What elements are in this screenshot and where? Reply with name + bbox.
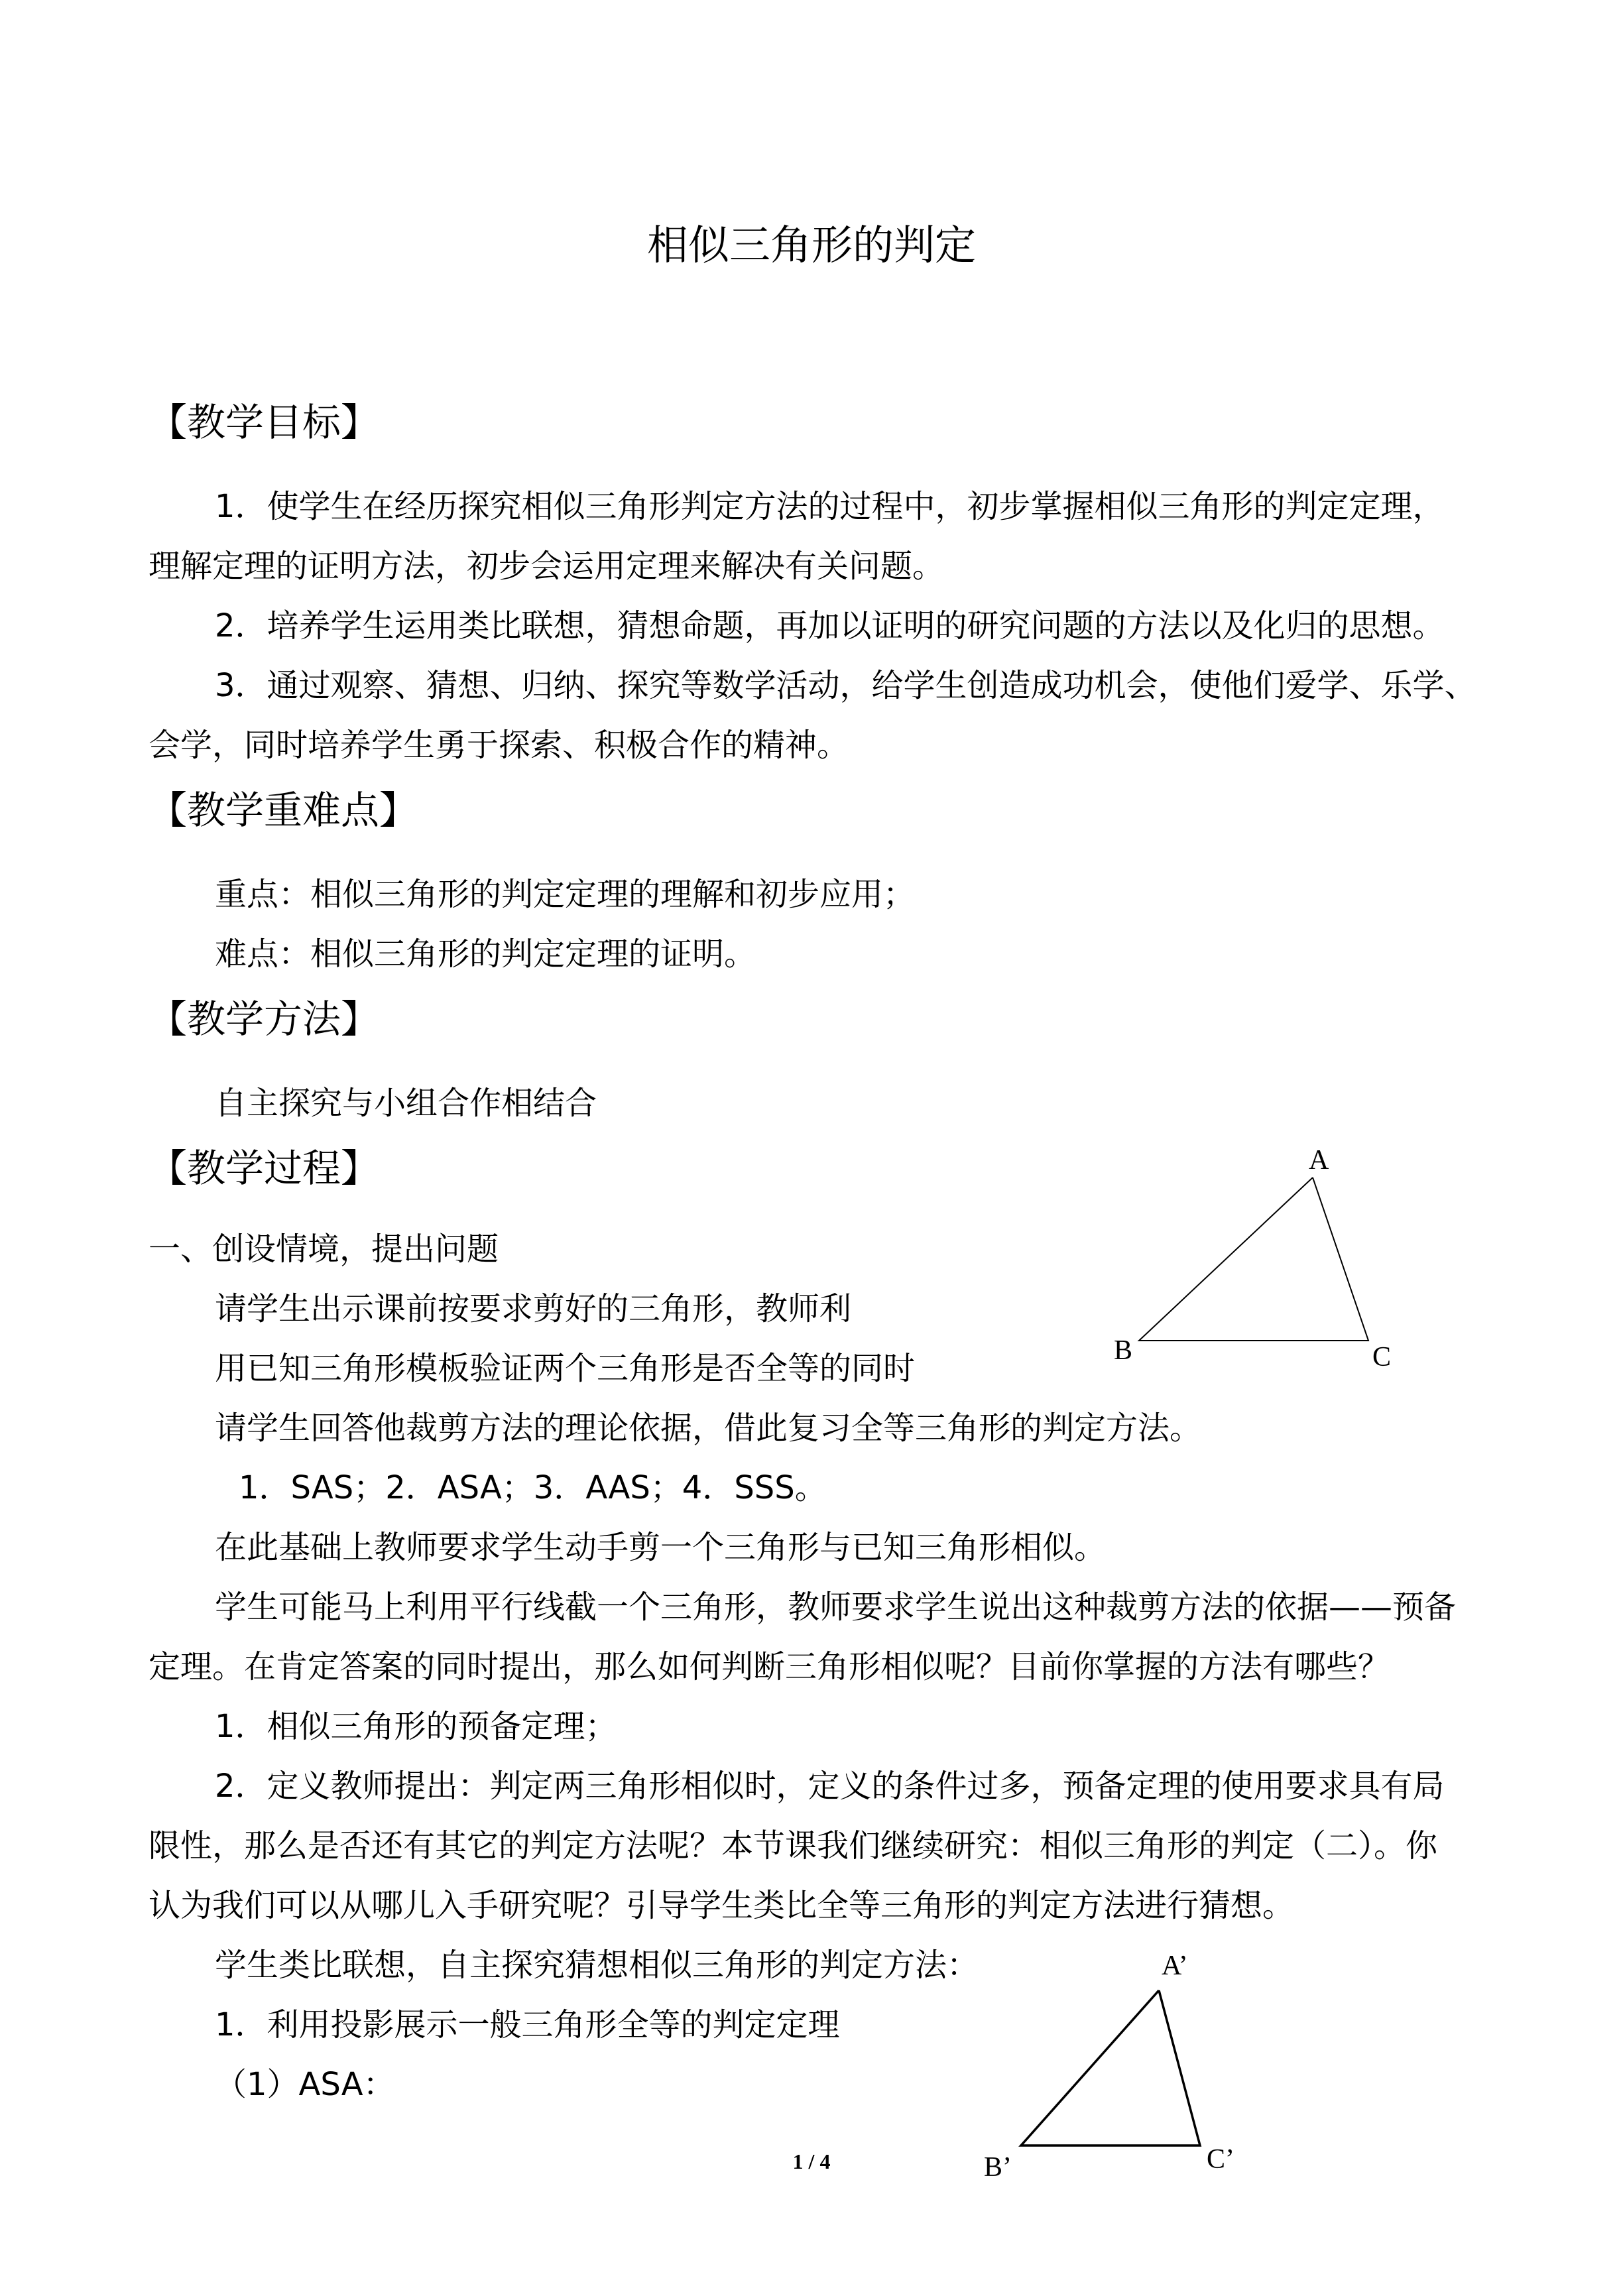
section-heading-keypoints: 【教学重难点】 <box>149 788 418 833</box>
process-line: 2．定义教师提出：判定两三角形相似时，定义的条件过多，预备定理的使用要求具有局 <box>215 1768 1445 1805</box>
section-heading-process: 【教学过程】 <box>149 1146 380 1191</box>
vertex-label-a: A <box>1309 1145 1329 1176</box>
vertex-label-b: B <box>1114 1335 1133 1366</box>
process-line: 请学生回答他裁剪方法的理论依据，借此复习全等三角形的判定方法。 <box>215 1410 1202 1447</box>
process-line: 1．相似三角形的预备定理； <box>215 1708 617 1745</box>
triangle-abc-figure <box>1101 1134 1406 1386</box>
process-step-1: 一、创设情境，提出问题 <box>149 1231 499 1268</box>
key-difficulty: 难点：相似三角形的判定定理的证明。 <box>215 936 756 973</box>
goal-1-line-2: 理解定理的证明方法，初步会运用定理来解决有关问题。 <box>149 548 945 585</box>
triangle-a1b1c1-lines <box>1021 1990 1200 2145</box>
process-line: 1．SAS；2．ASA；3．AAS；4．SSS。 <box>239 1469 827 1506</box>
process-line: 请学生出示课前按要求剪好的三角形，教师利 <box>215 1290 852 1327</box>
page-title: 相似三角形的判定 <box>646 221 976 269</box>
process-line: 1．利用投影展示一般三角形全等的判定定理 <box>215 2006 840 2043</box>
key-focus: 重点：相似三角形的判定定理的理解和初步应用； <box>215 876 916 913</box>
section-heading-goals: 【教学目标】 <box>149 400 380 445</box>
process-line: 认为我们可以从哪儿入手研究呢？引导学生类比全等三角形的判定方法进行猜想。 <box>149 1887 1295 1924</box>
goal-2: 2．培养学生运用类比联想，猜想命题，再加以证明的研究问题的方法以及化归的思想。 <box>215 607 1445 644</box>
process-line: （1）ASA： <box>215 2066 395 2103</box>
page-number: 1 / 4 <box>792 2149 831 2173</box>
process-line: 在此基础上教师要求学生动手剪一个三角形与已知三角形相似。 <box>215 1529 1107 1566</box>
goal-3-line-1: 3．通过观察、猜想、归纳、探究等数学活动，给学生创造成功机会，使他们爱学、乐学、 <box>215 667 1476 704</box>
goal-1-line-1: 1．使学生在经历探究相似三角形判定方法的过程中，初步掌握相似三角形的判定定理， <box>215 488 1445 525</box>
vertex-label-b-prime: B’ <box>984 2152 1012 2183</box>
process-line: 定理。在肯定答案的同时提出，那么如何判断三角形相似呢？目前你掌握的方法有哪些？ <box>149 1648 1390 1685</box>
process-line: 用已知三角形模板验证两个三角形是否全等的同时 <box>215 1350 916 1387</box>
method-text: 自主探究与小组合作相结合 <box>215 1085 597 1122</box>
vertex-label-a-prime: A’ <box>1162 1951 1188 1981</box>
vertex-label-c-prime: C’ <box>1207 2144 1234 2175</box>
vertex-label-c: C <box>1372 1342 1392 1372</box>
process-line: 学生类比联想，自主探究猜想相似三角形的判定方法： <box>215 1947 979 1984</box>
process-line: 限性，那么是否还有其它的判定方法呢？本节课我们继续研究：相似三角形的判定（二）。你 <box>149 1827 1438 1864</box>
triangle-a1b1c1-figure <box>968 1923 1273 2183</box>
triangle-abc-lines <box>1139 1178 1368 1341</box>
process-line: 学生可能马上利用平行线截一个三角形，教师要求学生说出这种裁剪方法的依据——预备 <box>215 1589 1457 1626</box>
section-heading-method: 【教学方法】 <box>149 997 380 1042</box>
goal-3-line-2: 会学，同时培养学生勇于探索、积极合作的精神。 <box>149 727 849 764</box>
